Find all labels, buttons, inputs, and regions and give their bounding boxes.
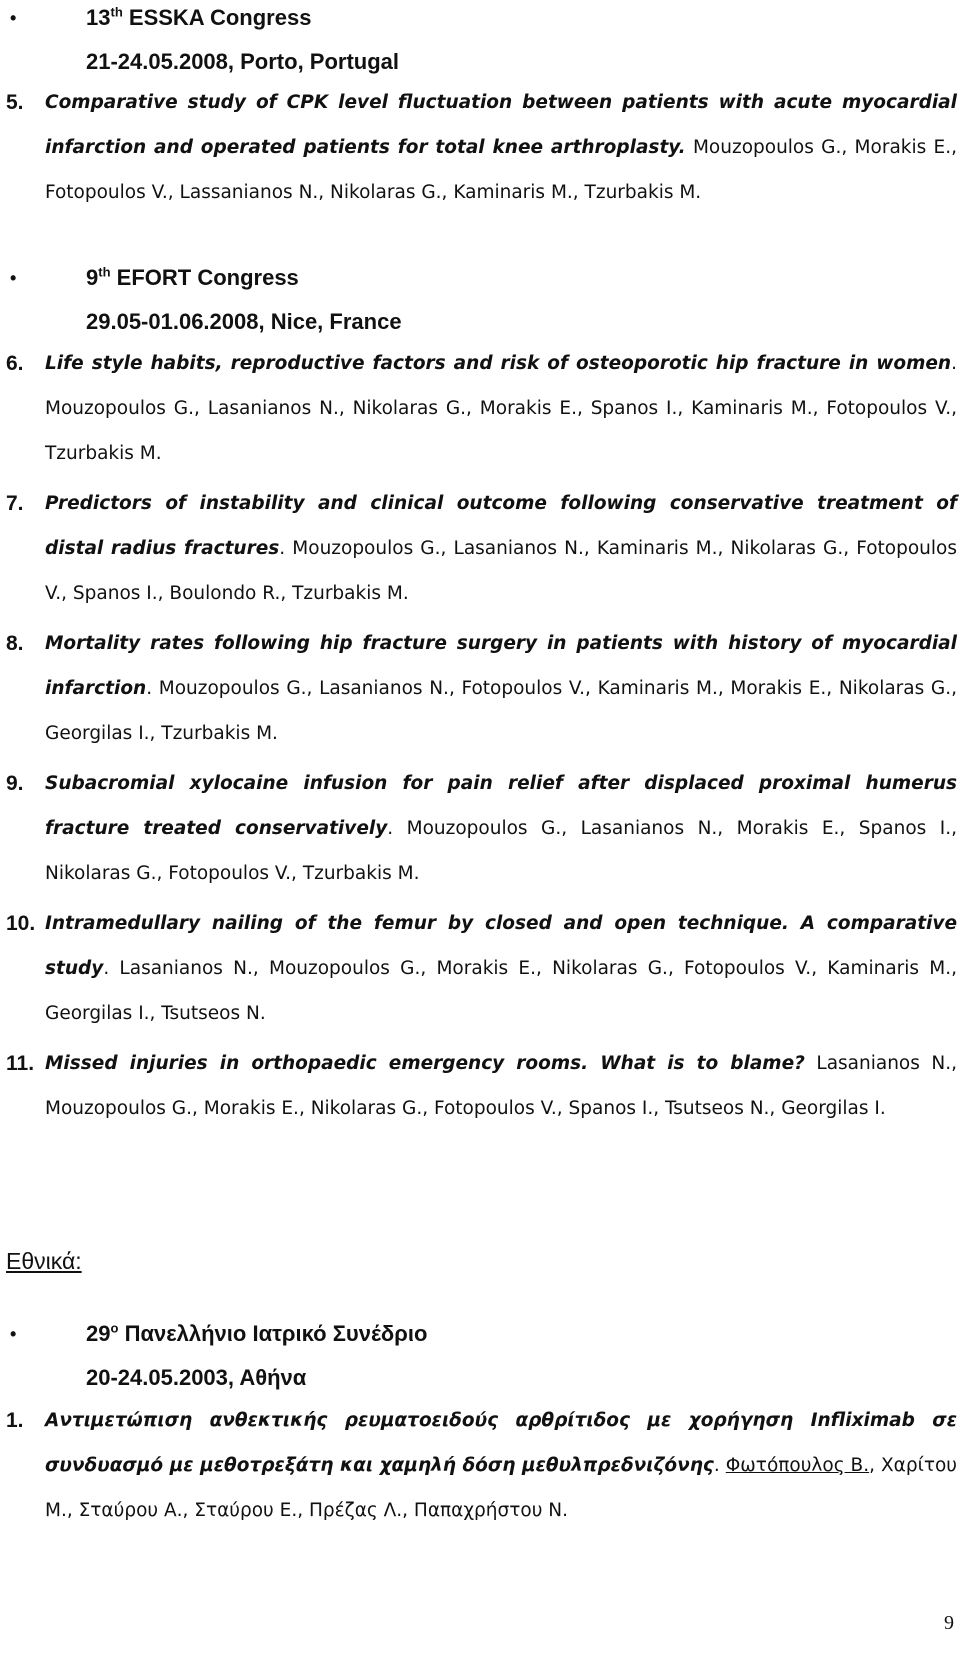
entry-title: Missed injuries in orthopaedic emergency rooms. What is to blame? — [45, 1053, 805, 1074]
congress-title — [86, 0, 311, 40]
entry-text — [45, 621, 957, 756]
congress-title — [86, 256, 299, 300]
entry-authors: . Mouzopoulos G., Lasanianos N., Nikolaras G., Morakis E., Spanos I., Kaminaris M., Fotopoulos V., Tzurbakis M. — [45, 353, 957, 464]
section-heading-national: Εθνικά: — [6, 1248, 82, 1274]
entry-number: 10. — [6, 912, 36, 935]
congress-ordinal-suffix: th — [110, 4, 123, 20]
entry-number: 6. — [6, 352, 24, 375]
congress-title — [86, 1312, 427, 1356]
entry-text — [45, 1041, 957, 1131]
entry-authors: . Mouzopoulos G., Lasanianos N., Morakis E., Spanos I., Nikolaras G., Fotopoulos V., Tzurbakis M. — [45, 818, 957, 884]
congress-name: EFORT Congress — [116, 265, 299, 290]
entry-separator: . — [713, 1455, 726, 1476]
entry-title: Intramedullary nailing of the femur by closed and open technique. A comparative study — [45, 913, 957, 979]
entry-title: Subacromial xylocaine infusion for pain relief after displaced proximal humerus fracture treated conservatively — [45, 773, 957, 839]
entry-title: Mortality rates following hip fracture surgery in patients with history of myocardial infarction — [45, 633, 957, 699]
entry-text — [45, 761, 957, 896]
entry-number: 8. — [6, 632, 24, 655]
entry-authors: . Mouzopoulos G., Lasanianos N., Fotopoulos V., Kaminaris M., Morakis E., Nikolaras G., Georgilas I., Tzurbakis M. — [45, 678, 957, 744]
entry-text — [45, 80, 957, 215]
congress-name: Πανελλήνιο Ιατρικό Συνέδριο — [124, 1321, 428, 1346]
bullet-icon: • — [10, 8, 17, 28]
congress-ordinal: 9 — [86, 265, 99, 290]
entry-number: 1. — [6, 1409, 24, 1432]
entry-number: 9. — [6, 772, 24, 795]
entry-number: 7. — [6, 492, 24, 515]
entry-text — [45, 901, 957, 1036]
entry-title: Life style habits, reproductive factors and risk of osteoporotic hip fracture in women — [45, 353, 952, 374]
entry-number: 11. — [6, 1052, 35, 1075]
congress-ordinal-suffix: ο — [110, 1320, 119, 1336]
entry-title: Αντιμετώπιση ανθεκτικής ρευματοειδούς αρθρίτιδος με χορήγηση Infliximab σε συνδυασμό με μεθοτρεξάτη και χαμηλή δόση μεθυλπρεδνιζόνης — [45, 1410, 957, 1476]
entry-text — [45, 341, 957, 476]
congress-place: 20-24.05.2003, Αθήνα — [86, 1365, 307, 1390]
entry-authors: Mouzopoulos G., Morakis E., Fotopoulos V., Lassanianos N., Nikolaras G., Kaminaris M., Tzurbakis M. — [45, 137, 958, 203]
congress-name: ESSKA Congress — [128, 5, 312, 30]
entry-authors: . Mouzopoulos G., Lasanianos N., Kaminaris M., Nikolaras G., Fotopoulos V., Spanos I., Boulondo R., Tzurbakis M. — [45, 538, 957, 604]
entry-authors: Lasanianos N., Mouzopoulos G., Morakis E., Nikolaras G., Fotopoulos V., Spanos I., Tsutseos N., Georgilas I. — [45, 1053, 957, 1119]
entry-number: 5. — [6, 91, 24, 114]
entry-authors: . Lasanianos N., Mouzopoulos G., Morakis E., Nikolaras G., Fotopoulos V., Kaminaris M., Georgilas I., Tsutseos N. — [45, 958, 957, 1024]
entry-underlined-author: Φωτόπουλος Β. — [725, 1455, 870, 1476]
page-number: 9 — [944, 1612, 954, 1634]
entry-title: Comparative study of CPK level fluctuation between patients with acute myocardial infarction and operated patients for total knee arthroplasty. — [45, 92, 957, 158]
entry-text — [45, 481, 957, 616]
congress-ordinal-suffix: th — [98, 264, 111, 280]
entry-authors: , Χαρίτου Μ., Σταύρου Α., Σταύρου Ε., Πρέζας Λ., Παπαχρήστου Ν. — [45, 1455, 958, 1521]
congress-place: 29.05-01.06.2008, Nice, France — [86, 309, 402, 334]
congress-place: 21-24.05.2008, Porto, Portugal — [86, 49, 400, 74]
bullet-icon: • — [10, 268, 17, 288]
congress-ordinal: 13 — [86, 5, 111, 30]
congress-ordinal: 29 — [86, 1321, 111, 1346]
entry-title: Predictors of instability and clinical outcome following conservative treatment of distal radius fractures — [45, 493, 957, 559]
bullet-icon: • — [10, 1324, 17, 1344]
entry-text — [45, 1398, 957, 1533]
